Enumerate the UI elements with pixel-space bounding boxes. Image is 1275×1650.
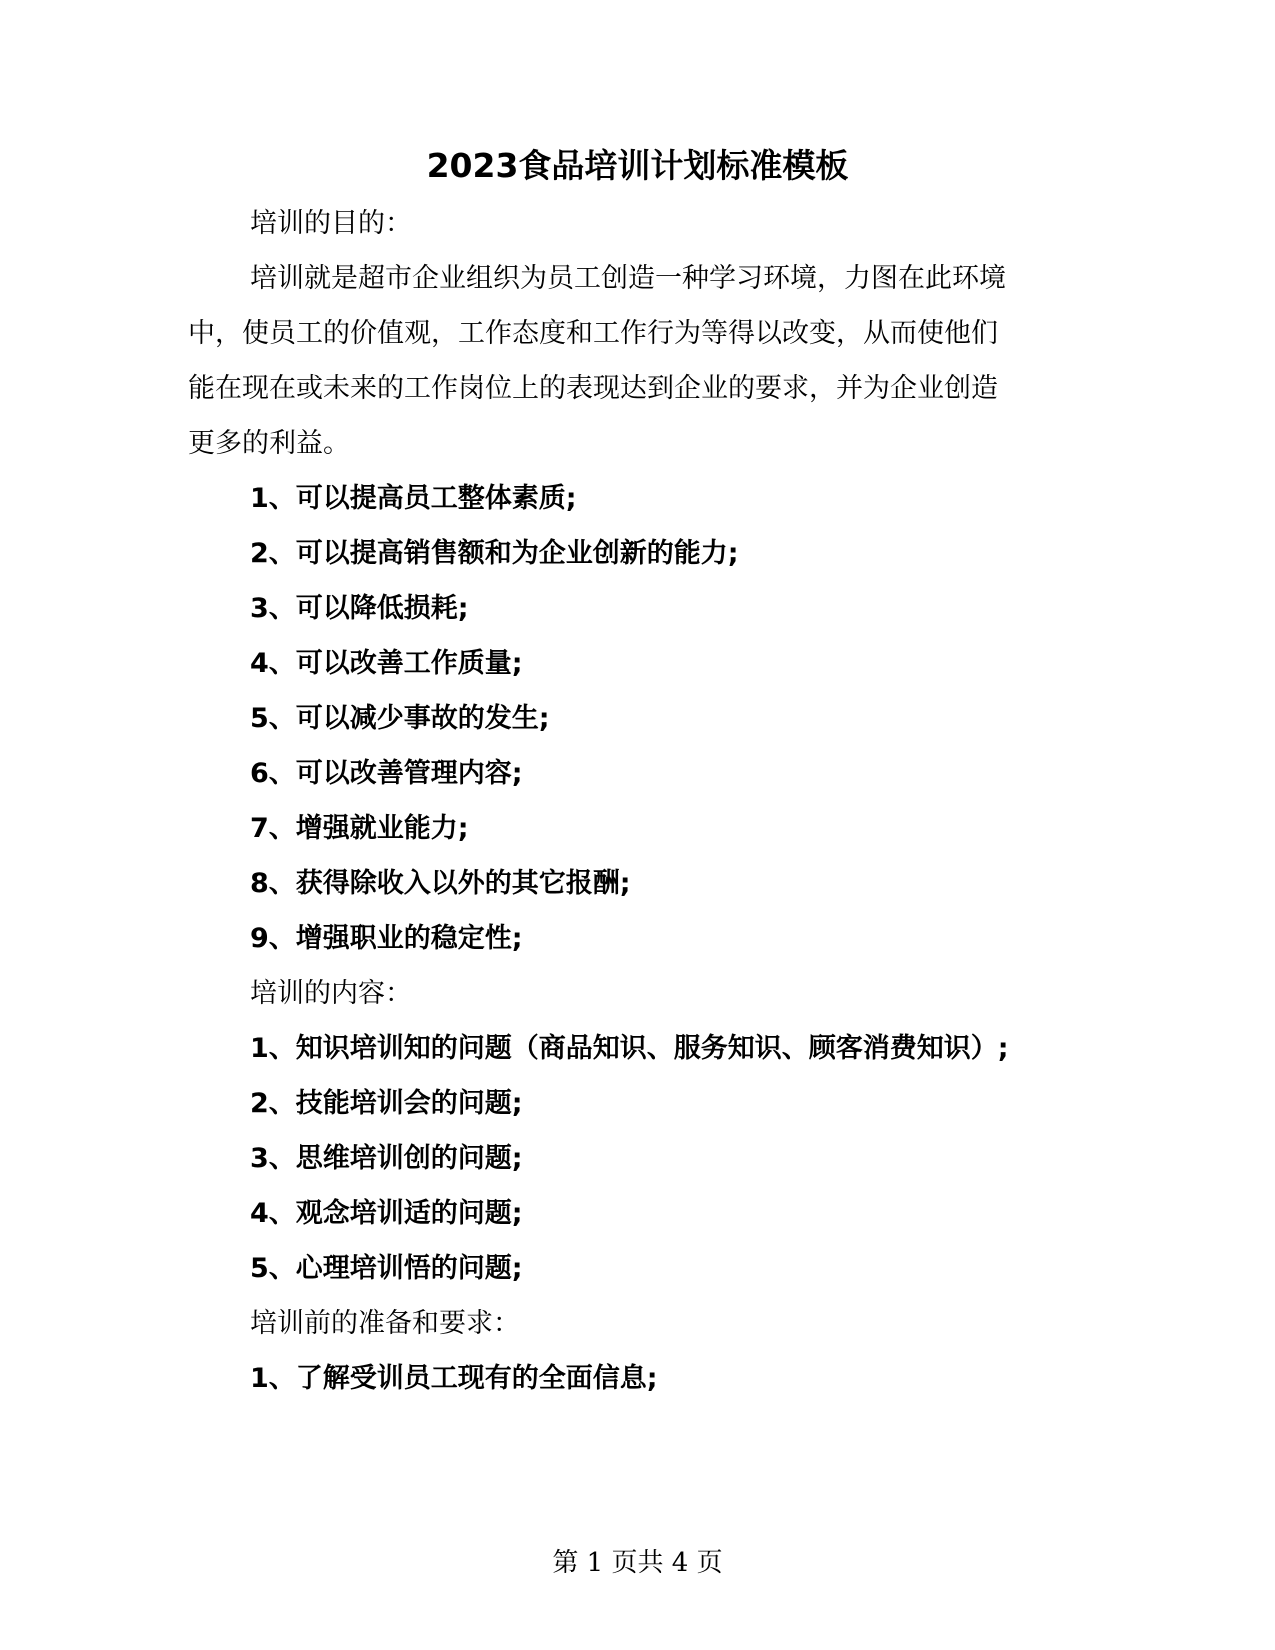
list-item: 1、了解受训员工现有的全面信息;	[250, 1363, 658, 1394]
list-item: 7、增强就业能力;	[250, 813, 469, 844]
list-item: 2、可以提高销售额和为企业创新的能力;	[250, 538, 739, 569]
paragraph-line: 培训就是超市企业组织为员工创造一种学习环境，力图在此环境	[250, 263, 1006, 294]
list-item: 2、技能培训会的问题;	[250, 1088, 523, 1119]
document-title: 2023食品培训计划标准模板	[426, 146, 849, 185]
list-item: 5、心理培训悟的问题;	[250, 1253, 523, 1284]
list-item: 6、可以改善管理内容;	[250, 758, 523, 789]
paragraph-line: 中，使员工的价值观，工作态度和工作行为等得以改变，从而使他们	[188, 318, 998, 349]
page-footer: 第 1 页共 4 页	[552, 1548, 723, 1578]
list-item: 1、知识培训知的问题（商品知识、服务知识、顾客消费知识）;	[250, 1033, 1009, 1064]
section-heading-purpose: 培训的目的：	[250, 208, 412, 239]
list-item: 3、思维培训创的问题;	[250, 1143, 523, 1174]
list-item: 9、增强职业的稳定性;	[250, 923, 523, 954]
section-heading-preparation: 培训前的准备和要求：	[250, 1308, 520, 1339]
list-item: 1、可以提高员工整体素质;	[250, 483, 577, 514]
list-item: 4、观念培训适的问题;	[250, 1198, 523, 1229]
list-item: 5、可以减少事故的发生;	[250, 703, 550, 734]
section-heading-content: 培训的内容：	[250, 978, 412, 1009]
paragraph-line: 更多的利益。	[188, 428, 350, 459]
list-item: 4、可以改善工作质量;	[250, 648, 523, 679]
list-item: 8、获得除收入以外的其它报酬;	[250, 868, 631, 899]
paragraph-line: 能在现在或未来的工作岗位上的表现达到企业的要求，并为企业创造	[188, 373, 998, 404]
list-item: 3、可以降低损耗;	[250, 593, 469, 624]
